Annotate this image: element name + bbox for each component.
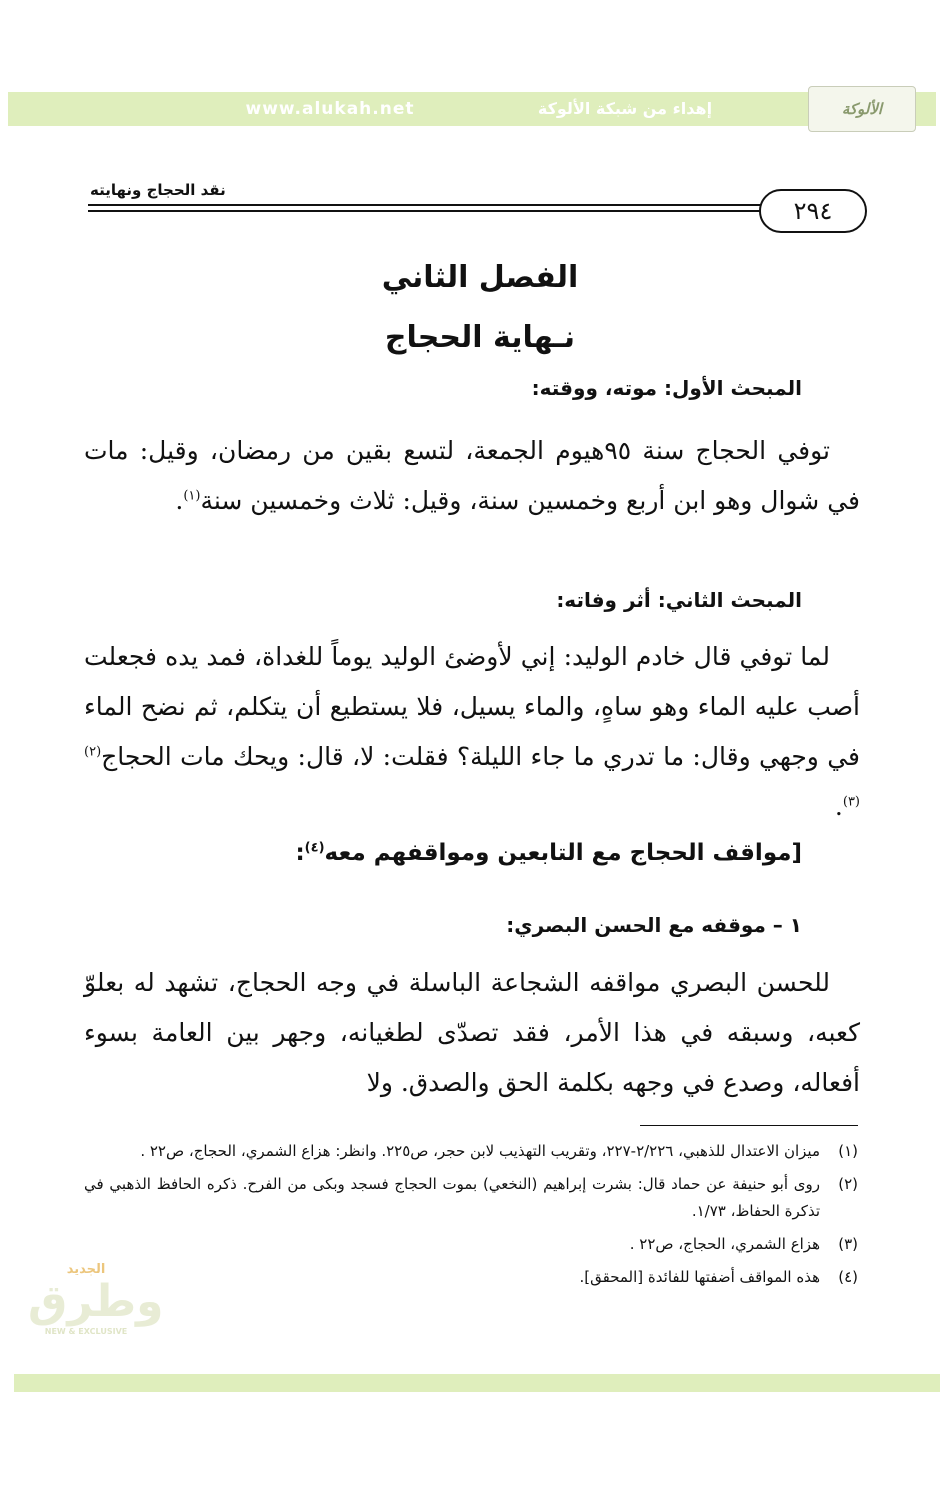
footnote-text: هزاع الشمري، الحجاج، ص٢٢ . [629,1235,820,1253]
stamp-main-text: وطرق [28,1276,164,1327]
footnote-ref-4[interactable]: (٤) [304,840,325,856]
watermark-stamp [28,1262,164,1356]
footnote-ref-2-3[interactable]: (٢)(٣) [84,744,860,810]
stamp-sub-text: NEW & EXCLUSIVE [44,1327,128,1336]
footnote-item [84,1171,858,1225]
positions-heading-end: : [295,840,305,866]
header-rule-top [88,204,761,206]
footnote-item [84,1231,858,1258]
footnote-text: هذه المواقف أضفتها للفائدة [المحقق]. [579,1268,820,1286]
footnote-separator [640,1125,858,1126]
footnote-number: (٢) [838,1175,858,1193]
footnote-item [84,1264,858,1291]
footnotes-list [84,1138,858,1297]
paragraph-death [84,426,860,526]
footnote-item [84,1138,858,1165]
positions-heading-text: [مواقف الحجاج مع التابعين ومواقفهم معه [324,840,802,866]
footnote-number: (٣) [838,1235,858,1253]
paragraph-effect [84,632,860,832]
section-heading-positions [295,840,802,866]
stamp-top-text: الجديد [66,1262,106,1277]
page-number: ٢٩٤ [759,189,867,233]
paragraph-effect-text: لما توفي قال خادم الوليد: إني لأوضئ الوليد يوماً للغداة، فمد يده فجعلت أصب عليه الماء وهو ساهٍ، والماء يسيل، فلا يستطيع أن يتكلم، ثم نضح الماء في وجهي وقال: ما تدري ما جاء الليلة؟ فقلت: لا، قال: ويحك مات الحجاج [84,642,860,771]
section-heading-death: المبحث الأول: موته، ووقته: [531,376,802,400]
alukah-logo: الألوكة [808,86,916,132]
subsection-heading-hasan: ١ – موقفه مع الحسن البصري: [506,913,802,937]
footnote-text: روى أبو حنيفة عن حماد قال: بشرت إبراهيم (النخعي) بموت الحجاج فسجد وبكى من الفرح. ذكره الحافظ الذهبي في تذكرة الحفاظ، ١/٧٣. [84,1175,820,1220]
paragraph-death-end: . [175,486,184,515]
running-title: نقد الحجاج ونهايته [90,181,226,199]
footnote-number: (١) [838,1142,858,1160]
top-banner [8,92,936,126]
chapter-label: الفصل الثاني [381,260,579,295]
banner-site-url[interactable]: www.alukah.net [245,99,415,119]
paragraph-death-text: توفي الحجاج سنة ٩٥هيوم الجمعة، لتسع بقين من رمضان، وقيل: مات في شوال وهو ابن أربع وخمسين سنة، وقيل: ثلاث وخمسين سنة [84,436,860,515]
section-heading-effect: المبحث الثاني: أثر وفاته: [556,588,802,612]
paragraph-hasan: للحسن البصري مواقفه الشجاعة الباسلة في وجه الحجاج، تشهد له بعلوّ كعبه، وسبقه في هذا الأمر، فقد تصدّى لطغيانه، وجهر بين العامة بسوء أفعاله، وصدع في وجهه بكلمة الحق والصدق. ولا [84,968,861,1097]
footer-bar [14,1374,940,1392]
footnote-ref-1[interactable]: (١) [183,488,201,504]
footnote-number: (٤) [838,1268,858,1286]
paragraph-effect-end: . [834,792,843,821]
banner-gift-text: إهداء من شبكة الألوكة [537,99,713,118]
chapter-title: نـهاية الحجاج [384,320,576,355]
header-rule-bottom [88,210,761,212]
footnote-text: ميزان الاعتدال للذهبي، ٢/٢٢٦-٢٢٧، وتقريب التهذيب لابن حجر، ص٢٢٥. وانظر: هزاع الشمري، الحجاج، ص٢٢ . [140,1142,820,1160]
